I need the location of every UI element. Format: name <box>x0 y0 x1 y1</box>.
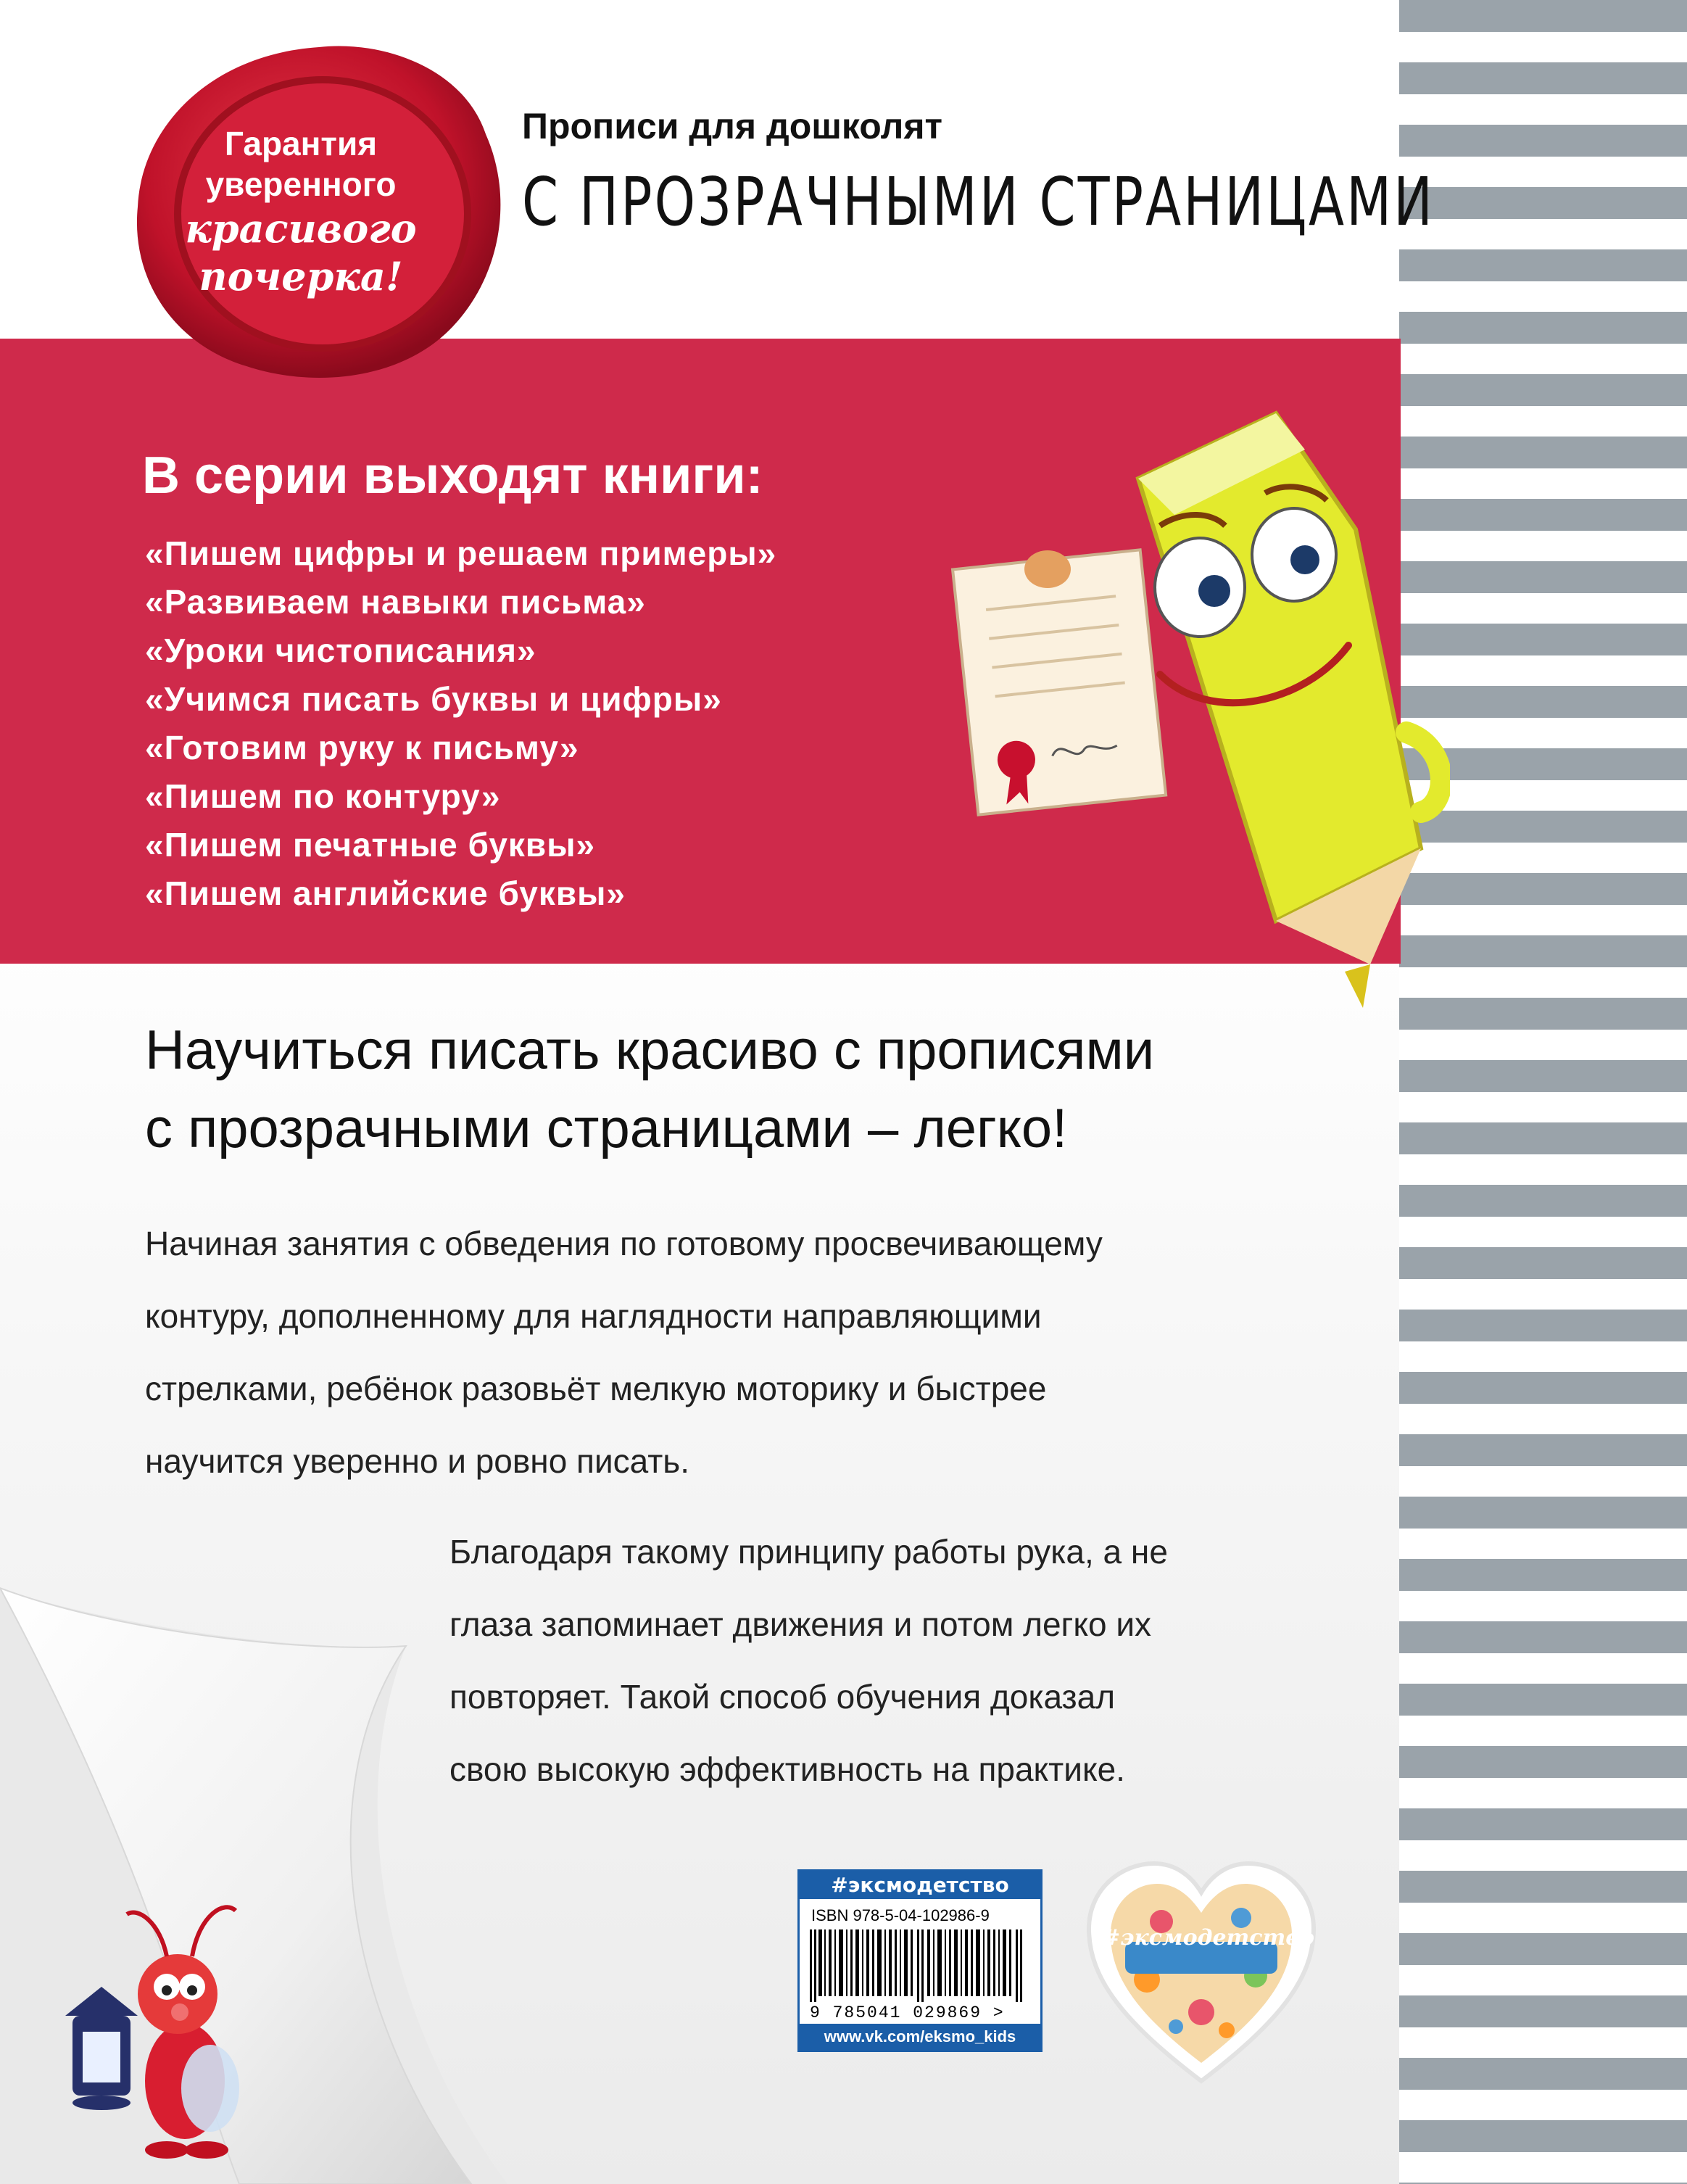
barcode-block <box>797 1869 1043 2052</box>
barcode-hashtag: #эксмодетство <box>800 1871 1040 1899</box>
paragraph-line: повторяет. Такой способ обучения доказал <box>449 1678 1116 1716</box>
seal-line-2: уверенного <box>205 165 397 203</box>
seal-line-4: почерка! <box>199 253 403 299</box>
beetle-lantern-icon <box>58 1871 246 2161</box>
book-item: «Уроки чистописания» <box>145 632 536 669</box>
headline-line: Научиться писать красиво с прописями <box>145 1019 1155 1081</box>
paragraph-line: контуру, дополненному для наглядности направляющими <box>145 1297 1042 1335</box>
headline-line: с прозрачными страницами – легко! <box>145 1098 1068 1159</box>
isbn-label: ISBN 978-5-04-102986-9 <box>811 1906 990 1924</box>
barcode-digits: 9 785041 029869 > <box>810 2003 1005 2022</box>
book-item: «Пишем печатные буквы» <box>145 826 596 864</box>
barcode-bars-icon <box>810 1929 1035 2002</box>
heart-badge-icon <box>1082 1856 1321 2088</box>
heart-hashtag: #эксмодетство <box>1102 1925 1314 1951</box>
side-stripes <box>1399 0 1687 2184</box>
book-item: «Пишем цифры и решаем примеры» <box>145 534 777 572</box>
paragraph-line: свою высокую эффективность на практике. <box>449 1750 1125 1788</box>
paragraph-2 <box>449 1515 1168 1805</box>
paragraph-line: научится уверенно и ровно писать. <box>145 1442 690 1480</box>
headline <box>145 1012 1154 1168</box>
book-item: «Учимся писать буквы и цифры» <box>145 680 722 718</box>
paragraph-line: Благодаря такому принципу работы рука, а не <box>449 1533 1168 1571</box>
series-title: Прописи для дошколят <box>522 106 943 146</box>
paragraph-line: Начиная занятия с обведения по готовому просвечивающему <box>145 1225 1103 1262</box>
seal-line-1: Гарантия <box>224 125 378 162</box>
band-title: В серии выходят книги: <box>142 447 763 505</box>
book-item: «Пишем английские буквы» <box>145 874 626 912</box>
pencil-mascot-icon <box>899 370 1450 1022</box>
series-subtitle: С ПРОЗРАЧНЫМИ СТРАНИЦАМИ <box>522 163 1435 241</box>
paragraph-line: стрелками, ребёнок разовьёт мелкую моторику и быстрее <box>145 1370 1047 1407</box>
book-list <box>145 529 776 918</box>
book-item: «Развиваем навыки письма» <box>145 583 646 621</box>
book-item: «Готовим руку к письму» <box>145 729 579 766</box>
paragraph-1 <box>145 1207 1103 1497</box>
seal-text <box>156 123 446 300</box>
book-item: «Пишем по контуру» <box>145 777 501 815</box>
paragraph-line: глаза запоминает движения и потом легко их <box>449 1605 1152 1643</box>
seal-line-3: красивого <box>185 205 417 252</box>
vk-url: www.vk.com/eksmo_kids <box>800 2024 1040 2050</box>
